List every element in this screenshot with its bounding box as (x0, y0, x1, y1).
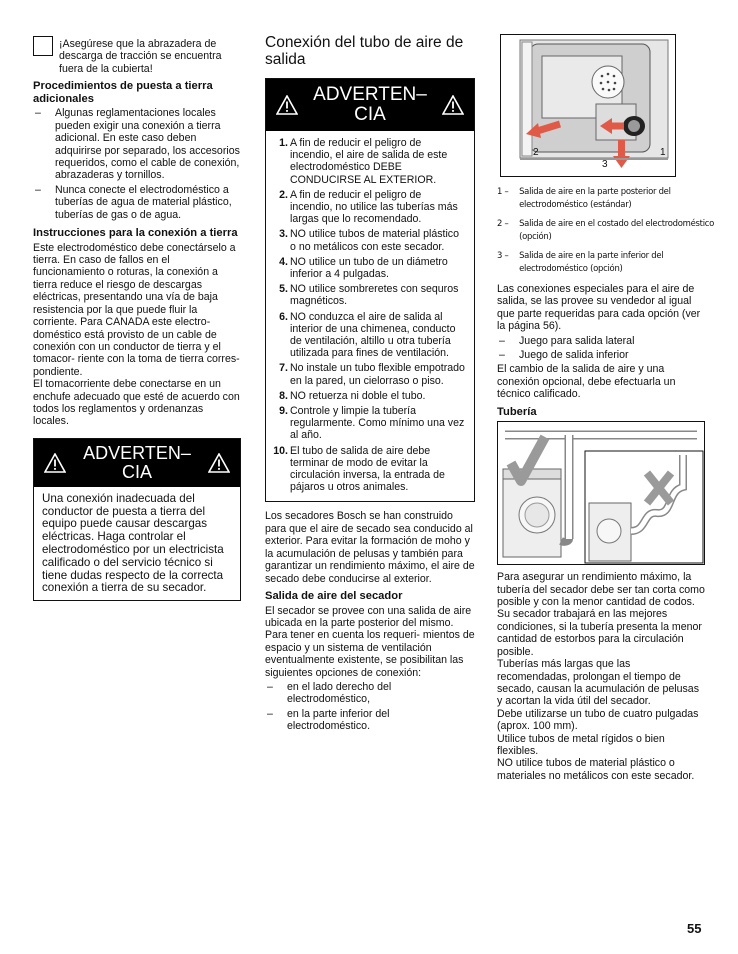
space-text: Para tener en cuenta los requeri- mientos de espacio y un sistema de ventilación eventualmente existente, se posibilitan las siguientes opciones de conexión: (265, 629, 475, 679)
list-item: 10. El tubo de salida de aire debe terminar de modo de evitar la circulación inversa, la entrada de pájaros u otros animales. (273, 444, 445, 494)
label-3: 3 (602, 159, 608, 170)
options-list (265, 681, 475, 733)
warning-title: ADVERTEN– CIA (313, 84, 427, 125)
outlet-text: El secador se provee con una salida de aire ubicada en la parte posterior del mismo. (265, 604, 472, 629)
checkbox-note (33, 34, 241, 75)
label-2: 2 (533, 147, 539, 158)
checkbox-icon[interactable] (33, 36, 53, 56)
page-number: 55 (687, 921, 702, 936)
caption-item: 1 – Salida de aire en la parte posterior del electrodoméstico (estándar) (497, 186, 671, 210)
warning-text: Una conexión inadecuada del conductor de puesta a tierra del equipo puede causar descargas eléctricas. Haga controlar el electrodoméstico por un electricista calificado o del servicio técnico si tiene dudas respecto de la correcta conexión a tierra de su secador. (42, 491, 224, 595)
list-item: 9. Controle y limpie la tubería regularmente. Como mínimo una vez al año. (279, 405, 465, 442)
pipe-text: Tuberías más largas que las recomendadas, prolongan el tiempo de secado, causan la acumulación de pelusas y acortan la vida útil del secador. (497, 658, 700, 708)
list-item: 8. NO retuerza ni doble el tubo. (279, 389, 426, 402)
label-1: 1 (660, 147, 666, 158)
checkbox-note-text: ¡Asegúrese que la abrazadera de descarga de tracción se encuentra fuera de la cubierta! (59, 38, 222, 75)
warning-icon (442, 95, 464, 115)
grounding-warning-box (33, 438, 241, 601)
exhaust-warning-box (265, 78, 475, 502)
list-item: – Nunca conecte el electrodoméstico a tuberías de agua de material plástico, tuberías de gas o de agua. (33, 184, 241, 221)
list-item: – Juego de salida inferior (497, 349, 705, 361)
warning-title: ADVERTEN– CIA (83, 442, 191, 482)
list-item: 5. NO utilice sombreretes con sequros magnéticos. (279, 283, 459, 308)
list-item: 1. A fin de reducir el peligro de incendio, el aire de salida de este electrodoméstico DEBE CONDUCIRSE AL EXTERIOR. (279, 137, 448, 186)
left-column (33, 34, 241, 601)
special-kits-list (497, 335, 705, 362)
caption-item: 3 – Salida de aire en la parte inferior del electrodoméstico (opción) (497, 250, 664, 274)
heading-additional-grounding: Procedimientos de puesta a tierra adicionales (33, 80, 213, 105)
dryer-rear-illustration (500, 34, 676, 177)
list-item: – Algunas reglamentaciones locales pueden exigir una conexión a tierra adicional. En este caso deben adquirirse por separado, los accesorios requeridos, como el cable de conexión, abrazaderas y tornillos. (33, 107, 241, 181)
special-connections-text: Las conexiones especiales para el aire de salida, se las provee su vendedor al igual que parte requeridas para cada opción (ver la página 56). (497, 283, 701, 333)
heading-pipe: Tubería (497, 405, 537, 418)
list-item: – en el lado derecho del electrodoméstico, (265, 681, 475, 706)
heading-grounding-instructions: Instrucciones para la conexión a tierra (33, 227, 238, 240)
list-item: 2. A fin de reducir el peligro de incendio, no utilice las tuberías más largas que lo recomendado. (279, 188, 458, 226)
section-title: Conexión del tubo de aire de salida (265, 34, 464, 68)
warning-icon (208, 453, 230, 473)
warning-icon (276, 95, 298, 115)
caption-item: 2 – Salida de aire en el costado del electrodoméstico (opción) (497, 218, 715, 242)
heading-dryer-outlet: Salida de aire del secador (265, 589, 403, 602)
pipe-text: NO utilice tubos de material plástico o materiales no metálicos con este secador. (497, 757, 695, 782)
pipe-text: Debe utilizarse un tubo de cuatro pulgadas (aprox. 100 mm). (497, 707, 699, 733)
warning-list (266, 131, 474, 501)
pipe-figure (497, 421, 705, 565)
middle-column (265, 34, 475, 735)
bosch-text: Los secadores Bosch se han construido para que el aire de secado sea conducido al exterior. Para evitar la formación de moho y la acumulación de pelusas y también para garantizar un rendimiento máximo, el aire de secado debe conducirse al exterior. (265, 510, 475, 585)
right-column (497, 34, 715, 782)
list-item: 6. NO conduzca el aire de salida al interior de una chimenea, conducto de ventilación, altillo u otra tubería utilizada para fines de ventilación. (279, 310, 456, 360)
warning-icon (44, 453, 66, 473)
figure-captions (497, 185, 715, 275)
pipe-text: Utilice tubos de metal rígidos o bien flexibles. (497, 732, 665, 757)
exhaust-outlets-figure (500, 34, 676, 177)
grounding-instructions-text: Este electrodoméstico debe conectárselo a tierra. En caso de fallos en el funcionamiento o roturas, la conexión a tierra reduce el riesgo de descargas eléctricas, presentando una vía de baja resistencia por la que puede fluir la corriente. Para CANADA este electro- doméstico está provisto de un cable de conexión con un conductor de tierra y el tomacor- riente con la toma de tierra corres- pondiente. (33, 241, 240, 378)
list-item: – Juego para salida lateral (497, 335, 705, 347)
warning-header (34, 439, 240, 487)
list-item: 4. NO utilice un tubo de un diámetro inferior a 4 pulgadas. (279, 255, 448, 281)
list-item: – en la parte inferior del electrodoméstico. (265, 708, 475, 733)
grounding-list (33, 107, 241, 221)
pipe-text: Para asegurar un rendimiento máximo, la tubería del secador debe ser tan corta como posible y con la menor cantidad de codos. Su secador trabajará en las mejores condiciones, si la tubería presenta la menor cantidad de estorbos para la circulación posible. (497, 571, 705, 658)
list-item: 7. No instale un tubo flexible empotrado en la pared, un cielorraso o piso. (279, 362, 465, 387)
pipe-comparison-illustration (497, 421, 705, 565)
outlet-text: El tomacorriente debe conectarse en un enchufe adecuado que esté de acuerdo con todos los reglamentos y ordenanzas locales. (33, 378, 240, 428)
warning-header (266, 79, 474, 131)
change-text: El cambio de la salida de aire y una conexión opcional, debe efectuarla un técnico calificado. (497, 363, 676, 401)
list-item: 3. NO utilice tubos de material plástico o no metálicos con este secador. (279, 228, 459, 253)
